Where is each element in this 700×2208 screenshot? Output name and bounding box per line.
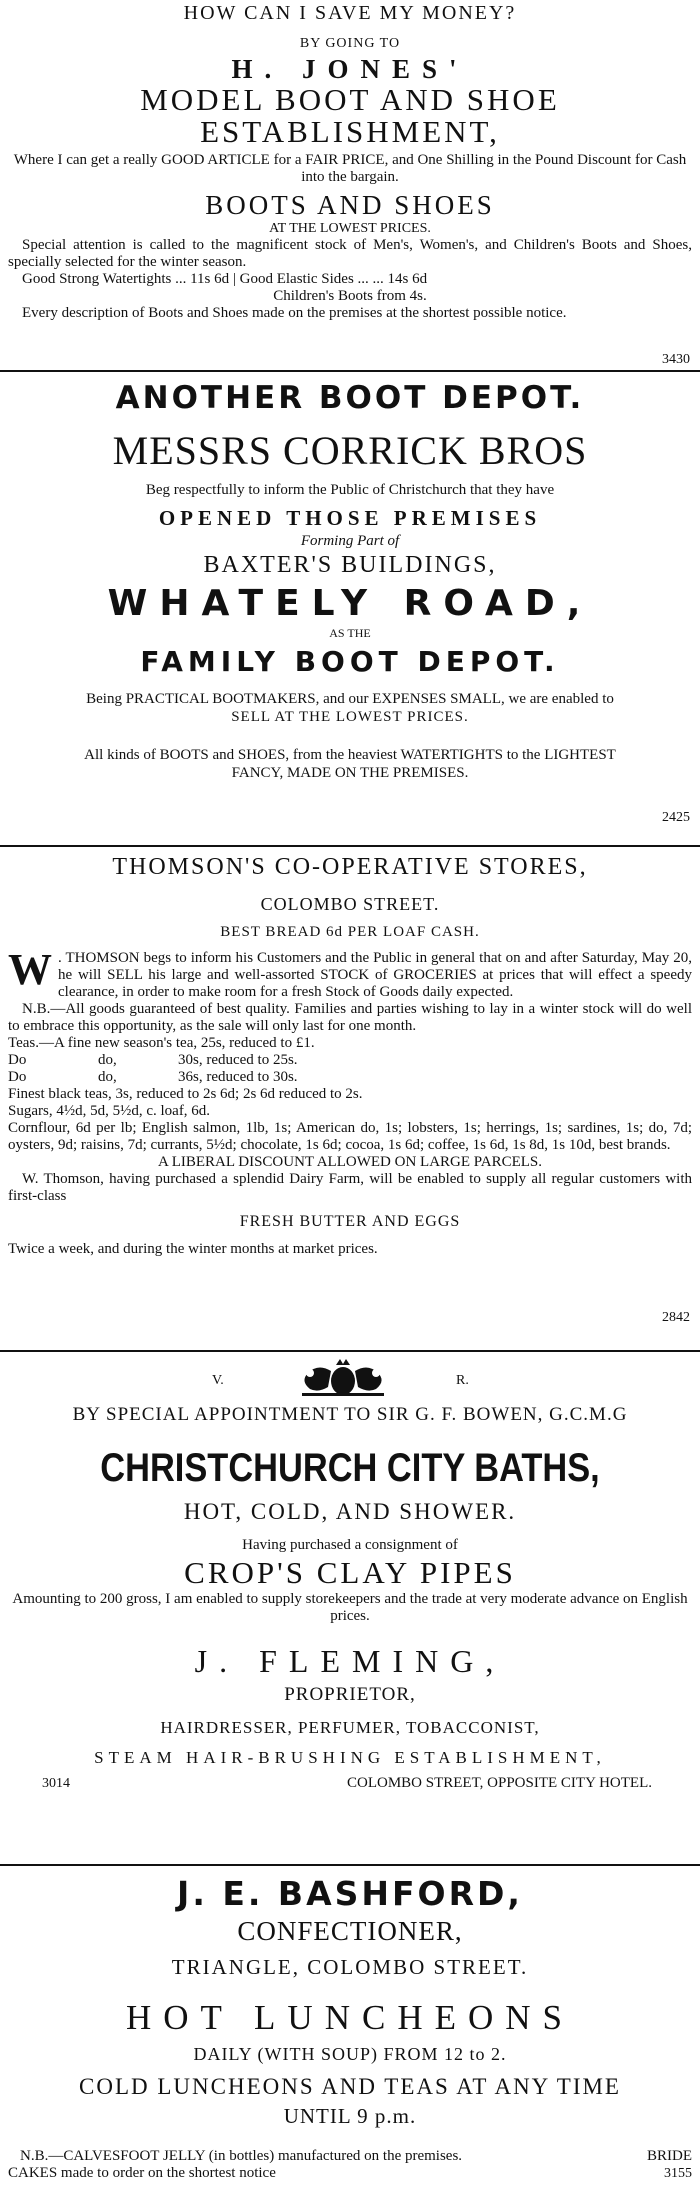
corrick-advertisement — [0, 378, 700, 825]
corrick-as-the: AS THE — [329, 626, 371, 640]
thomson-butter: FRESH BUTTER AND EGGS — [239, 1213, 461, 1230]
corrick-firm: MESSRS CORRICK BROS — [112, 428, 588, 473]
corrick-all-kinds-1: All kinds of BOOTS and SHOES, from the heaviest WATERTIGHTS to the LIGHTEST — [84, 747, 616, 763]
thomson-headline: THOMSON'S CO-OPERATIVE STORES, — [112, 854, 588, 880]
rule-divider — [0, 370, 700, 372]
thomson-sugars: Sugars, 4½d, 5d, 5½d, c. loaf, 6d. — [8, 1103, 211, 1119]
baths-steam: STEAM HAIR-BRUSHING ESTABLISHMENT, — [94, 1748, 606, 1767]
baths-pipes: CROP'S CLAY PIPES — [184, 1555, 516, 1590]
thomson-intro-paragraph — [8, 945, 692, 1001]
thomson-bread: BEST BREAD 6d PER LOAF CASH. — [220, 924, 480, 940]
royal-coat-of-arms-icon — [288, 1359, 398, 1399]
thomson-discount: A LIBERAL DISCOUNT ALLOWED ON LARGE PARCELS. — [157, 1154, 543, 1170]
baths-title: CHRISTCHURCH CITY BATHS, — [100, 1446, 600, 1490]
corrick-depot: FAMILY BOOT DEPOT. — [140, 645, 560, 678]
corrick-buildings: BAXTER'S BUILDINGS, — [203, 552, 497, 578]
bashford-daily: DAILY (WITH SOUP) FROM 12 to 2. — [193, 2044, 507, 2064]
baths-amounting: Amounting to 200 gross, I am enabled to supply storekeepers and the trade at very moderate advance on English prices. — [12, 1591, 688, 1624]
thomson-cornflour: Cornflour, 6d per lb; English salmon, 1lb, 1s; American do, 1s; lobsters, 1s; herrings, 1s; sardines, 1s; do, 7d; oysters, 9d; raisins, 7d; currants, 5½d; chocolate, 1s 6d; cocoa, 1s 6d; coffee, 1s 6d, 1s 8d, 1s 10d, best brands. — [8, 1120, 692, 1153]
thomson-black-teas: Finest black teas, 3s, reduced to 2s 6d; 2s 6d reduced to 2s. — [8, 1086, 363, 1102]
baths-advertisement — [0, 1357, 700, 1792]
jones-name: H. JONES' — [231, 54, 469, 84]
thomson-teas-1: Teas.—A fine new season's tea, 25s, reduced to £1. — [8, 1035, 315, 1051]
jones-watertights: Good Strong Watertights ... 11s 6d | Good Elastic Sides ... ... 14s 6d — [22, 271, 428, 287]
thomson-advertisement — [0, 852, 700, 1325]
bashford-address: TRIANGLE, COLOMBO STREET. — [171, 1955, 529, 1979]
bashford-luncheons: HOT LUNCHEONS — [126, 1998, 574, 2037]
thomson-nb: N.B.—All goods guaranteed of best quality. Families and parties wishing to lay in a winter stock will do well to embrace this opportunity, as the sale will only last for one month. — [8, 1001, 692, 1034]
baths-trades: HAIRDRESSER, PERFUMER, TOBACCONIST, — [160, 1718, 540, 1737]
thomson-ref: 2842 — [662, 1310, 690, 1325]
jones-boots-heading: BOOTS AND SHOES — [205, 190, 495, 220]
corrick-all-kinds-2: FANCY, MADE ON THE PREMISES. — [231, 765, 469, 781]
thomson-teas-2: Do do, 30s, reduced to 25s. — [8, 1052, 298, 1068]
thomson-intro: . THOMSON begs to inform his Customers and the Public in general that on and after Saturday, May 20, he will SELL his large and well-assorted STOCK of GROCERIES at prices that will effect a speedy clearance, in order to make room for a fresh Stock of Goods daily expected. — [58, 950, 692, 1000]
royal-arms-row — [0, 1357, 700, 1401]
bashford-advertisement — [0, 1874, 700, 2182]
baths-appointment: BY SPECIAL APPOINTMENT TO SIR G. F. BOWEN, G.C.M.G — [72, 1404, 628, 1425]
bashford-nb-1: N.B.—CALVESFOOT JELLY (in bottles) manufactured on the premises. — [20, 2148, 463, 2164]
bashford-ref: 3155 — [664, 2166, 692, 2181]
jones-going-to: BY GOING TO — [299, 36, 401, 51]
bashford-cold: COLD LUNCHEONS AND TEAS AT ANY TIME — [79, 2074, 621, 2099]
jones-ref: 3430 — [662, 352, 690, 367]
corrick-being-2: SELL AT THE LOWEST PRICES. — [231, 709, 469, 725]
bashford-name: J. E. BASHFORD, — [177, 1874, 523, 1913]
bashford-trade: CONFECTIONER, — [237, 1916, 463, 1946]
jones-headline: HOW CAN I SAVE MY MONEY? — [183, 2, 517, 24]
baths-proprietor-name: J. FLEMING, — [194, 1643, 506, 1679]
corrick-opened: OPENED THOSE PREMISES — [158, 506, 542, 530]
corrick-forming: Forming Part of — [300, 533, 400, 549]
jones-attention: Special attention is called to the magnificent stock of Men's, Women's, and Children's Boots and Shoes, specially selected for the winter season. — [8, 237, 692, 270]
corrick-beg: Beg respectfully to inform the Public of Christchurch that they have — [145, 482, 555, 498]
bashford-nb-2: CAKES made to order on the shortest notice — [8, 2165, 276, 2181]
thomson-street: COLOMBO STREET. — [260, 894, 440, 914]
corrick-headline: ANOTHER BOOT DEPOT. — [115, 380, 585, 416]
baths-address: COLOMBO STREET, OPPOSITE CITY HOTEL. — [347, 1775, 652, 1791]
thomson-dairy: W. Thomson, having purchased a splendid Dairy Farm, will be enabled to supply all regular customers with first-class — [8, 1171, 692, 1204]
thomson-twice: Twice a week, and during the winter months at market prices. — [8, 1241, 378, 1257]
baths-having: Having purchased a consignment of — [242, 1537, 458, 1553]
baths-footer-row — [8, 1775, 692, 1792]
jones-intro: Where I can get a really GOOD ARTICLE for a FAIR PRICE, and One Shilling in the Pound Discount for Cash into the bargain. — [13, 152, 687, 185]
jones-every-description: Every description of Boots and Shoes made on the premises at the shortest possible notice. — [22, 305, 567, 321]
bashford-nb-row-2 — [8, 2165, 692, 2182]
rule-divider — [0, 1864, 700, 1866]
jones-title-1: MODEL BOOT AND SHOE — [140, 82, 560, 117]
corrick-road: WHATELY ROAD, — [107, 583, 593, 624]
corrick-ref: 2425 — [662, 810, 690, 825]
baths-ref: 3014 — [42, 1776, 70, 1791]
bashford-bride: BRIDE — [647, 2148, 692, 2164]
baths-proprietor: PROPRIETOR, — [284, 1684, 416, 1705]
monogram-r: R. — [456, 1373, 469, 1388]
monogram-v: V. — [212, 1373, 224, 1388]
jones-advertisement — [0, 0, 700, 367]
corrick-being-1: Being PRACTICAL BOOTMAKERS, and our EXPENSES SMALL, we are enabled to — [86, 691, 614, 707]
rule-divider — [0, 1350, 700, 1352]
rule-divider — [0, 845, 700, 847]
thomson-teas-3: Do do, 36s, reduced to 30s. — [8, 1069, 298, 1085]
baths-kinds: HOT, COLD, AND SHOWER. — [183, 1499, 517, 1524]
jones-childrens: Children's Boots from 4s. — [273, 288, 427, 304]
jones-title-2: ESTABLISHMENT, — [200, 114, 500, 149]
bashford-nb-row-1 — [8, 2148, 692, 2165]
bashford-until: UNTIL 9 p.m. — [283, 2104, 417, 2128]
jones-lowest-prices: AT THE LOWEST PRICES. — [269, 221, 431, 236]
thomson-drop-cap: W — [8, 945, 52, 994]
